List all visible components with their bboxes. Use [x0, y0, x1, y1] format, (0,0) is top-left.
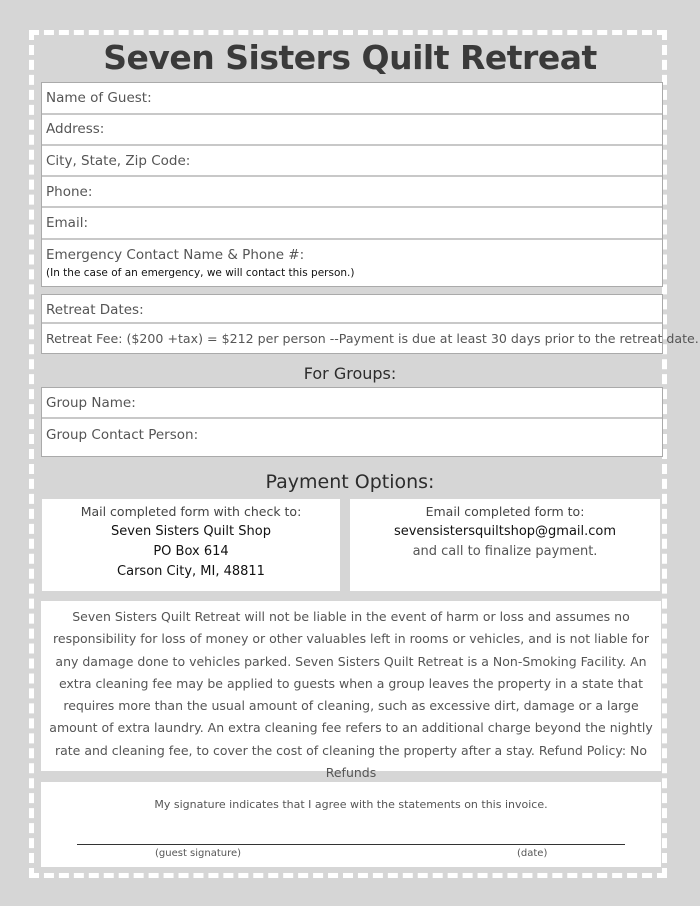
- payment-heading: Payment Options:: [265, 471, 435, 493]
- group-name-label: Group Name:: [46, 395, 136, 411]
- mail-payment-panel: [42, 499, 340, 591]
- groups-heading: For Groups:: [303, 364, 397, 383]
- address-label: Address:: [46, 121, 105, 137]
- email-heading: Email completed form to:: [425, 504, 585, 519]
- phone-label: Phone:: [46, 184, 93, 200]
- emergency-contact-field[interactable]: [42, 240, 662, 286]
- email-field[interactable]: [42, 208, 662, 240]
- emergency-contact-label: Emergency Contact Name & Phone #:: [46, 247, 305, 263]
- name-of-guest-field[interactable]: [42, 83, 662, 115]
- guest-signature-label: (guest signature): [155, 848, 242, 859]
- email-payment-panel: [350, 499, 660, 591]
- retreat-dates-label: Retreat Dates:: [46, 302, 144, 318]
- guest-info-box: [41, 82, 663, 287]
- date-label: (date): [517, 848, 548, 859]
- disclaimer-text: Seven Sisters Quilt Retreat will not be liable in the event of harm or loss and assumes no responsibility for loss of money or other valuables left in rooms or vehicles, and is not liable for any damage done to vehicles parked. Seven Sisters Quilt Retreat is a Non-Smoking Facility. An extra cleaning fee may be applied to guests when a group leaves the property in a state that requires more than the usual amount of cleaning, such as excessive dirt, damage or a large amount of extra laundry. An extra cleaning fee refers to an additional charge beyond the nightly rate and cleaning fee, to cover the cost of cleaning the property after a stay. Refund Policy: No Refunds: [41, 601, 661, 771]
- group-name-field[interactable]: [42, 388, 662, 419]
- email-note: and call to finalize payment.: [412, 544, 598, 559]
- group-contact-label: Group Contact Person:: [46, 427, 199, 443]
- name-of-guest-label: Name of Guest:: [46, 90, 152, 106]
- email-address: sevensistersquiltshop@gmail.com: [393, 524, 617, 539]
- mail-line-2: PO Box 614: [153, 544, 229, 559]
- mail-heading: Mail completed form with check to:: [80, 504, 302, 519]
- signature-line[interactable]: [77, 844, 625, 845]
- signature-box: [41, 782, 661, 867]
- retreat-fee-row: [42, 324, 699, 353]
- retreat-info-box: [41, 294, 699, 354]
- group-contact-field[interactable]: [42, 419, 662, 456]
- mail-line-1: Seven Sisters Quilt Shop: [111, 524, 271, 539]
- city-state-zip-field[interactable]: [42, 146, 662, 177]
- groups-box: [41, 387, 663, 457]
- email-label: Email:: [46, 215, 89, 231]
- page-title: Seven Sisters Quilt Retreat: [103, 38, 597, 77]
- phone-field[interactable]: [42, 177, 662, 208]
- city-state-zip-label: City, State, Zip Code:: [46, 153, 191, 169]
- retreat-dates-field[interactable]: [42, 295, 662, 324]
- mail-line-3: Carson City, MI, 48811: [117, 564, 265, 579]
- retreat-fee-text: Retreat Fee: ($200 +tax) = $212 per person --Payment is due at least 30 days prior to the retreat date.: [46, 331, 699, 346]
- address-field[interactable]: [42, 115, 662, 146]
- emergency-contact-note: (In the case of an emergency, we will contact this person.): [46, 267, 355, 279]
- signature-statement: My signature indicates that I agree with the statements on this invoice.: [154, 798, 548, 811]
